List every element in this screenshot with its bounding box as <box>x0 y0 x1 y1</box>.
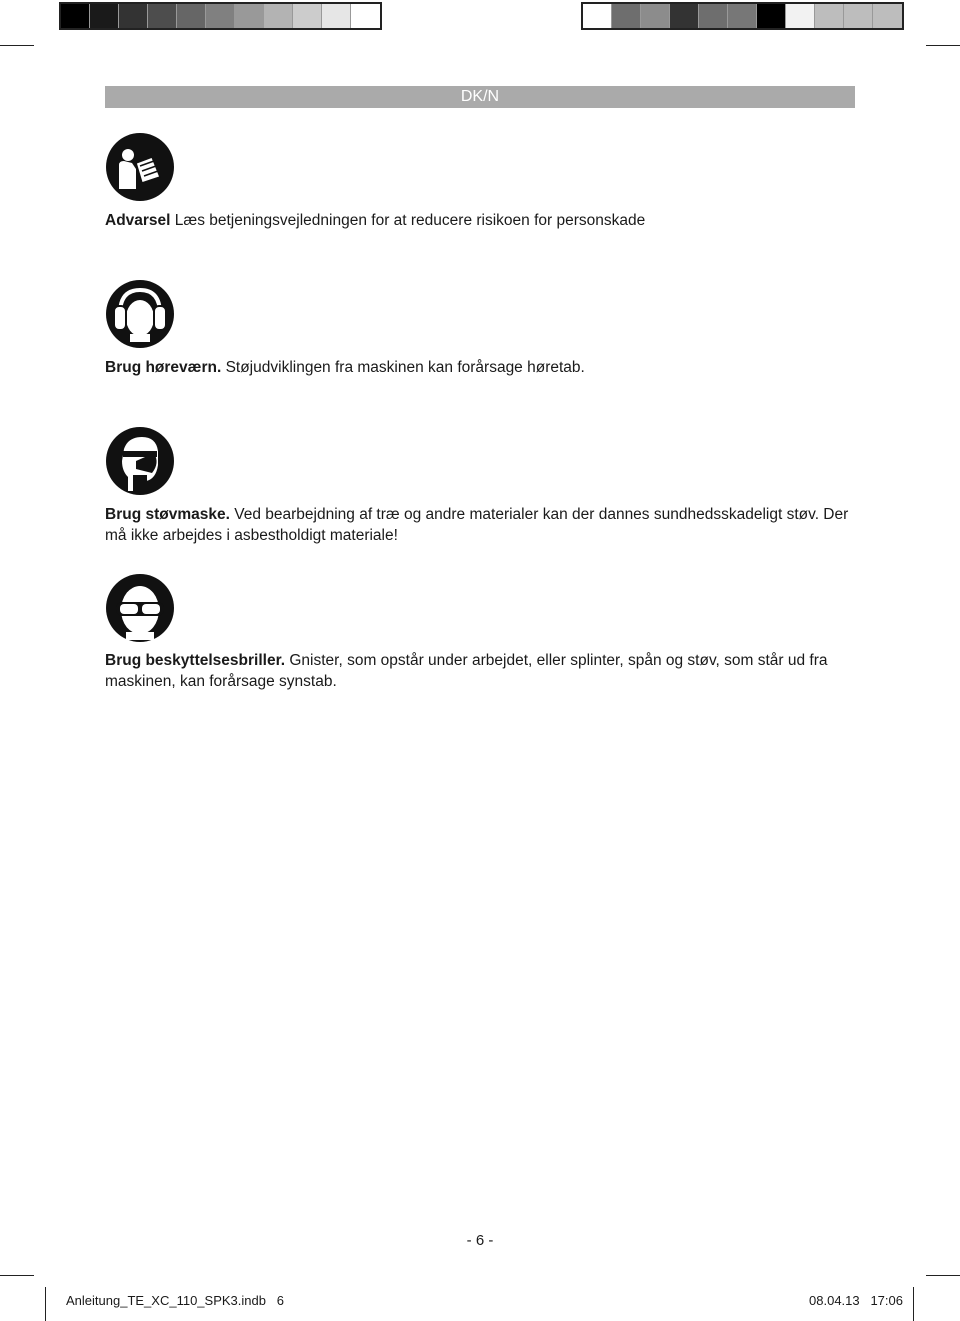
color-swatch <box>148 4 177 28</box>
page-number: - 6 - <box>466 1232 494 1249</box>
ear-protection-icon <box>106 280 174 348</box>
color-swatch <box>119 4 148 28</box>
color-swatch <box>815 4 844 28</box>
crop-mark <box>926 45 960 46</box>
section-body: Ved bearbejdning af træ og andre materialer kan der dannes sundhedsskadeligt støv. Der må ikke arbejdes i asbestholdigt materiale! <box>105 506 849 544</box>
dust-mask-icon <box>106 427 174 495</box>
language-header: DK/N <box>105 86 855 108</box>
footer-filename: Anleitung_TE_XC_110_SPK3.indb 6 <box>66 1293 285 1308</box>
color-swatch <box>177 4 206 28</box>
color-swatch <box>844 4 873 28</box>
section-title: Brug støvmaske. <box>105 506 230 523</box>
color-swatch <box>873 4 902 28</box>
color-swatch <box>641 4 670 28</box>
footer-date: 08.04.13 17:06 <box>809 1293 903 1308</box>
section-goggles-text <box>105 650 865 692</box>
color-swatch <box>583 4 612 28</box>
color-swatch <box>612 4 641 28</box>
section-title: Advarsel <box>105 212 171 229</box>
color-swatch <box>264 4 293 28</box>
color-swatch <box>293 4 322 28</box>
crop-mark <box>913 1287 914 1321</box>
color-swatch <box>728 4 757 28</box>
manual-read-icon <box>106 133 174 201</box>
color-swatch <box>351 4 380 28</box>
color-swatch <box>757 4 786 28</box>
section-body: Støjudviklingen fra maskinen kan forårsage høretab. <box>221 359 585 376</box>
color-swatch <box>90 4 119 28</box>
crop-mark <box>0 1275 34 1276</box>
section-manual-text <box>105 210 865 231</box>
color-bar-left <box>59 2 382 30</box>
safety-goggles-icon <box>106 574 174 642</box>
section-title: Brug høreværn. <box>105 359 222 376</box>
color-bar-right <box>581 2 904 30</box>
section-dust-text <box>105 504 865 546</box>
color-swatch <box>235 4 264 28</box>
section-body: Læs betjeningsvejledningen for at reducere risikoen for personskade <box>170 212 646 229</box>
crop-mark <box>0 45 34 46</box>
crop-mark <box>45 1287 46 1321</box>
color-swatch <box>786 4 815 28</box>
color-swatch <box>61 4 90 28</box>
section-body: Gnister, som opstår under arbejdet, eller splinter, spån og støv, som står ud fra maskinen, kan forårsage synstab. <box>105 652 828 690</box>
crop-mark <box>926 1275 960 1276</box>
color-swatch <box>670 4 699 28</box>
section-title: Brug beskyttelsesbriller. <box>105 652 286 669</box>
section-ear-text <box>105 357 865 378</box>
color-swatch <box>206 4 235 28</box>
color-swatch <box>322 4 351 28</box>
color-swatch <box>699 4 728 28</box>
